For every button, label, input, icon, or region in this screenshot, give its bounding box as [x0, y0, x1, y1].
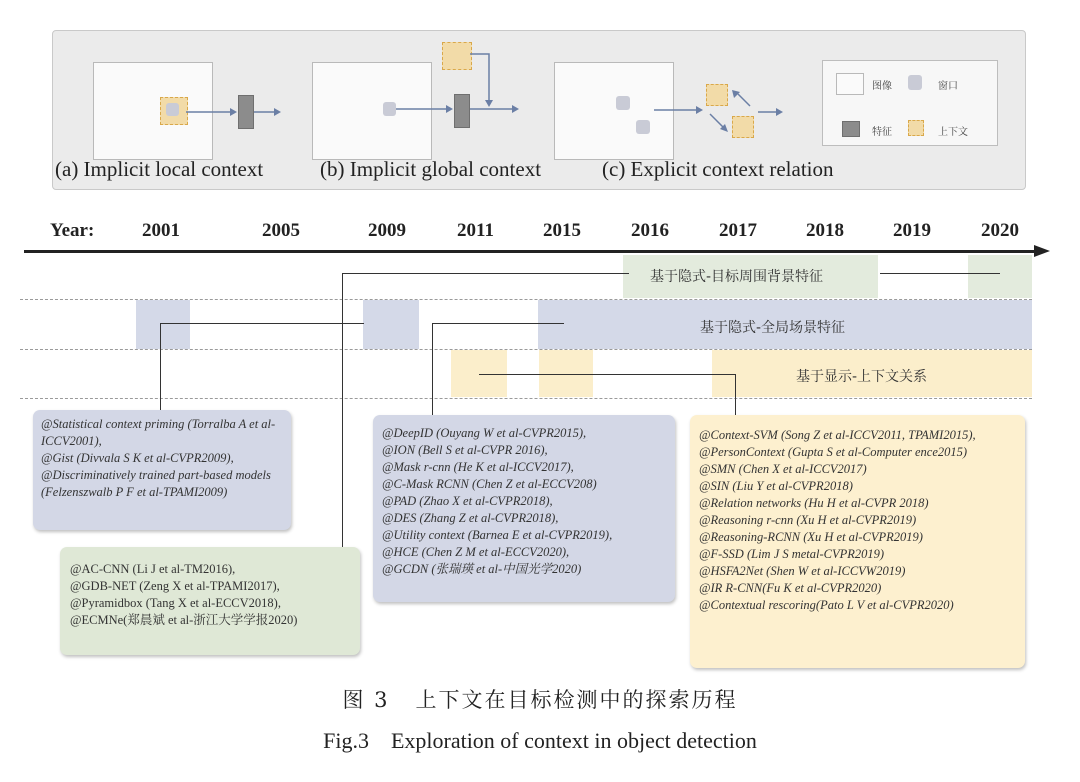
ref-item: @AC-CNN (Li J et al-TM2016), — [70, 562, 236, 576]
ref-item: @SMN (Chen X et al-ICCV2017) — [699, 462, 867, 476]
caption-a: (a) Implicit local context — [55, 157, 264, 181]
ref-item: @GCDN (张瑞瑛 et al-中国光学2020) — [382, 562, 582, 576]
ref-item: @Discriminatively trained part-based models (Felzenszwalb P F et al-TPAMI2009) — [41, 468, 271, 499]
legend-image-label: 图像 — [872, 81, 892, 92]
panel-a-object-window — [166, 103, 179, 116]
ref-item: @Pyramidbox (Tang X et al-ECCV2018), — [70, 596, 281, 610]
lane-divider-3 — [20, 398, 1032, 399]
references-global-early — [33, 410, 291, 530]
panel-c-arrows — [650, 82, 790, 142]
panel-a-arrows — [186, 104, 286, 120]
year-2009: 2009 — [368, 220, 406, 241]
panel-b-object-window — [383, 102, 396, 116]
ref-item: @SIN (Liu Y et al-CVPR2018) — [699, 479, 853, 493]
ref-item: @Contextual rescoring(Pato L V et al-CVPR2020) — [699, 598, 954, 612]
ref-item: @ECMNe(郑晨斌 et al-浙江大学学报2020) — [70, 613, 298, 627]
ref-item: @F-SSD (Lim J S metal-CVPR2019) — [699, 547, 885, 561]
connector-global2-drop — [432, 323, 433, 423]
year-2005: 2005 — [262, 220, 300, 241]
ref-item: @C-Mask RCNN (Chen Z et al-ECCV208) — [382, 477, 597, 491]
ref-item: @Relation networks (Hu H et al-CVPR 2018) — [699, 496, 929, 510]
legend-context-swatch — [908, 120, 924, 136]
ref-item: @Reasoning r-cnn (Xu H et al-CVPR2019) — [699, 513, 917, 527]
band-local-label: 基于隐式-目标周围背景特征 — [650, 269, 824, 285]
legend-feature-label: 特征 — [872, 127, 892, 138]
caption-b: (b) Implicit global context — [320, 157, 542, 181]
band-global-2009 — [363, 300, 419, 349]
legend-feature-swatch — [842, 121, 860, 137]
timeline-arrowhead — [1034, 245, 1050, 257]
ref-item: @Context-SVM (Song Z et al-ICCV2011, TPAMI2015), — [699, 428, 976, 442]
legend-image-swatch — [836, 73, 864, 95]
ref-item: @IR R-CNN(Fu K et al-CVPR2020) — [699, 581, 882, 595]
connector-global-line — [160, 323, 364, 324]
ref-item: @ION (Bell S et al-CVPR 2016), — [382, 443, 548, 457]
year-2001: 2001 — [142, 220, 180, 241]
connector-local-drop — [342, 273, 343, 558]
connector-local-line-right — [880, 273, 1000, 274]
legend-context-label: 上下文 — [938, 127, 968, 138]
year-2017: 2017 — [719, 220, 757, 241]
figure-caption-chinese: 图 3 上下文在目标检测中的探索历程 — [342, 688, 738, 712]
ref-item: @Reasoning-RCNN (Xu H et al-CVPR2019) — [699, 530, 923, 544]
legend-window-swatch — [908, 75, 922, 90]
caption-c: (c) Explicit context relation — [602, 157, 834, 181]
ref-item: @Utility context (Barnea E et al-CVPR2019), — [382, 528, 613, 542]
ref-item: @PersonContext (Gupta S et al-Computer ence2015) — [699, 445, 968, 459]
ref-item: @HCE (Chen Z M et al-ECCV2020), — [382, 545, 570, 559]
ref-item: @DES (Zhang Z et al-CVPR2018), — [382, 511, 559, 525]
year-2019: 2019 — [893, 220, 931, 241]
references-local-context — [60, 547, 360, 655]
year-2015: 2015 — [543, 220, 581, 241]
ref-item: @PAD (Zhao X et al-CVPR2018), — [382, 494, 553, 508]
panel-c-object-window-2 — [636, 120, 650, 134]
ref-item: @DeepID (Ouyang W et al-CVPR2015), — [382, 426, 587, 440]
band-global-label: 基于隐式-全局场景特征 — [700, 320, 846, 336]
ref-item: @Statistical context priming (Torralba A et al-ICCV2001), — [41, 417, 276, 448]
ref-item: @Gist (Divvala S K et al-CVPR2009), — [41, 451, 234, 465]
ref-item: @Mask r-cnn (He K et al-ICCV2017), — [382, 460, 574, 474]
year-2011: 2011 — [457, 220, 494, 241]
year-2020: 2020 — [981, 220, 1019, 241]
connector-global-drop — [160, 323, 161, 418]
references-global-deep — [373, 415, 675, 602]
ref-item: @HSFA2Net (Shen W et al-ICCVW2019) — [699, 564, 906, 578]
connector-global2-line — [432, 323, 564, 324]
year-2018: 2018 — [806, 220, 844, 241]
panel-c-object-window-1 — [616, 96, 630, 110]
band-global-2001 — [136, 300, 190, 349]
band-explicit-label: 基于显示-上下文关系 — [796, 369, 928, 385]
panel-b-feature — [454, 94, 470, 128]
references-explicit-relation — [690, 415, 1025, 668]
ref-item: @GDB-NET (Zeng X et al-TPAMI2017), — [70, 579, 280, 593]
connector-explicit-line — [479, 374, 735, 375]
legend-window-label: 窗口 — [938, 81, 958, 92]
band-local-2020 — [968, 255, 1032, 298]
year-2016: 2016 — [631, 220, 669, 241]
panel-a-feature — [238, 95, 254, 129]
connector-local-line — [342, 273, 629, 274]
timeline-axis — [24, 250, 1034, 253]
axis-label: Year: — [50, 220, 95, 241]
figure-caption-english: Fig.3 Exploration of context in object detection — [323, 728, 757, 753]
